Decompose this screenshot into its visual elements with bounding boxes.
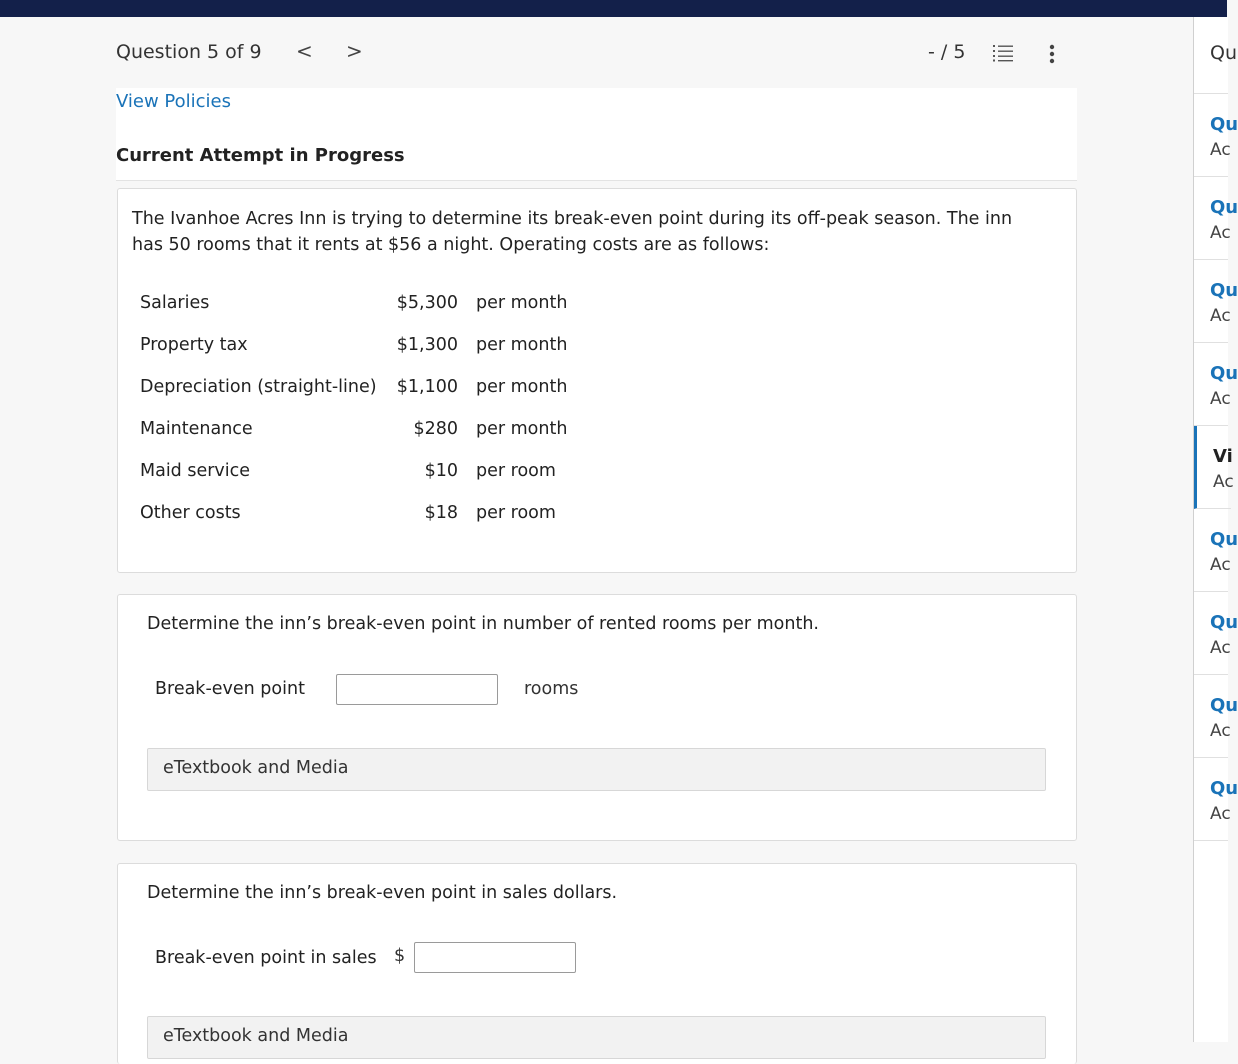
question-list-icon[interactable]: [993, 44, 1013, 62]
next-question-button[interactable]: >: [346, 39, 363, 63]
break-even-sales-input[interactable]: [414, 942, 576, 973]
part-1-prompt: Determine the inn’s break-even point in number of rented rooms per month.: [147, 614, 819, 634]
sidebar-item-title: Qu: [1210, 612, 1238, 633]
cost-unit: per room: [476, 503, 556, 523]
cost-row: [140, 461, 580, 485]
sidebar-question-item[interactable]: [1194, 94, 1238, 177]
sidebar-item-status: Ac: [1210, 223, 1231, 243]
sidebar-item-title: Vi: [1213, 446, 1233, 467]
question-part-1: [117, 594, 1077, 841]
cost-unit: per month: [476, 419, 568, 439]
sidebar-item-status: Ac: [1213, 472, 1234, 492]
sidebar-question-item[interactable]: [1194, 343, 1238, 426]
sidebar-item-status: Ac: [1210, 140, 1231, 160]
cost-unit: per month: [476, 293, 568, 313]
break-even-rooms-input[interactable]: [336, 674, 498, 705]
sidebar-item-status: Ac: [1210, 721, 1231, 741]
main-content: [0, 17, 1193, 1046]
sidebar-question-item[interactable]: [1194, 177, 1238, 260]
dollar-prefix: $: [394, 946, 406, 966]
sidebar-question-item[interactable]: [1194, 592, 1238, 675]
rooms-unit-label: rooms: [524, 679, 579, 699]
cost-unit: per room: [476, 461, 556, 481]
sidebar-item-title: Qu: [1210, 280, 1238, 301]
cost-row: [140, 377, 580, 401]
cost-label: Salaries: [140, 293, 210, 313]
cost-unit: per month: [476, 377, 568, 397]
sidebar-item-title: Qu: [1210, 778, 1238, 799]
cost-label: Property tax: [140, 335, 248, 355]
previous-question-button[interactable]: <: [296, 39, 313, 63]
sidebar-item-status: Ac: [1210, 306, 1231, 326]
top-bar: [0, 0, 1227, 17]
sidebar-item-status: Ac: [1210, 555, 1231, 575]
question-counter: Question 5 of 9: [116, 41, 262, 63]
cost-label: Maintenance: [140, 419, 253, 439]
etextbook-media-label-2: eTextbook and Media: [163, 1026, 349, 1046]
cost-row: [140, 419, 580, 443]
sidebar-question-item[interactable]: [1194, 426, 1234, 509]
sidebar-question-item[interactable]: [1194, 260, 1238, 343]
etextbook-media-button-2[interactable]: [147, 1016, 1046, 1059]
cost-amount: $1,100: [396, 377, 458, 397]
policies-section: [116, 88, 1077, 181]
more-options-icon[interactable]: [1049, 44, 1055, 64]
sidebar-item-title: Qu: [1210, 529, 1238, 550]
cost-row: [140, 293, 580, 317]
cost-label: Depreciation (straight-line): [140, 377, 377, 397]
cost-label: Other costs: [140, 503, 241, 523]
question-part-2: [117, 863, 1077, 1064]
question-sidebar: [1193, 17, 1238, 1042]
sidebar-question-item[interactable]: [1194, 509, 1238, 592]
cost-amount: $280: [413, 419, 458, 439]
view-policies-link[interactable]: View Policies: [116, 91, 232, 112]
cost-amount: $18: [424, 503, 458, 523]
part-2-prompt: Determine the inn’s break-even point in sales dollars.: [147, 883, 618, 903]
sidebar-item-title: Qu: [1210, 363, 1238, 384]
break-even-point-label: Break-even point: [155, 679, 305, 699]
sidebar-header: [1194, 17, 1237, 94]
cost-row: [140, 335, 580, 359]
problem-text: The Ivanhoe Acres Inn is trying to determine its break-even point during its off-peak season. The inn has 50 rooms that it rents at $56 a night. Operating costs are as follows:: [132, 209, 1013, 255]
sidebar-item-title: Qu: [1210, 197, 1238, 218]
cost-amount: $10: [424, 461, 458, 481]
sidebar-item-status: Ac: [1210, 804, 1231, 824]
sidebar-item-title: Qu: [1210, 114, 1238, 135]
sidebar-header-label: Qu: [1210, 42, 1237, 64]
question-header: [0, 17, 1193, 88]
sidebar-item-title: Qu: [1210, 695, 1238, 716]
attempt-status: Current Attempt in Progress: [116, 145, 405, 166]
sidebar-question-item[interactable]: [1194, 758, 1238, 841]
cost-amount: $1,300: [396, 335, 458, 355]
score-display: - / 5: [928, 41, 966, 63]
cost-label: Maid service: [140, 461, 251, 481]
sidebar-item-status: Ac: [1210, 638, 1231, 658]
cost-unit: per month: [476, 335, 568, 355]
sidebar-item-status: Ac: [1210, 389, 1231, 409]
etextbook-media-label-1: eTextbook and Media: [163, 758, 349, 778]
etextbook-media-button-1[interactable]: [147, 748, 1046, 791]
problem-card: [117, 188, 1077, 573]
cost-amount: $5,300: [396, 293, 458, 313]
sidebar-question-item[interactable]: [1194, 675, 1238, 758]
cost-row: [140, 503, 580, 527]
break-even-sales-label: Break-even point in sales: [155, 948, 377, 968]
